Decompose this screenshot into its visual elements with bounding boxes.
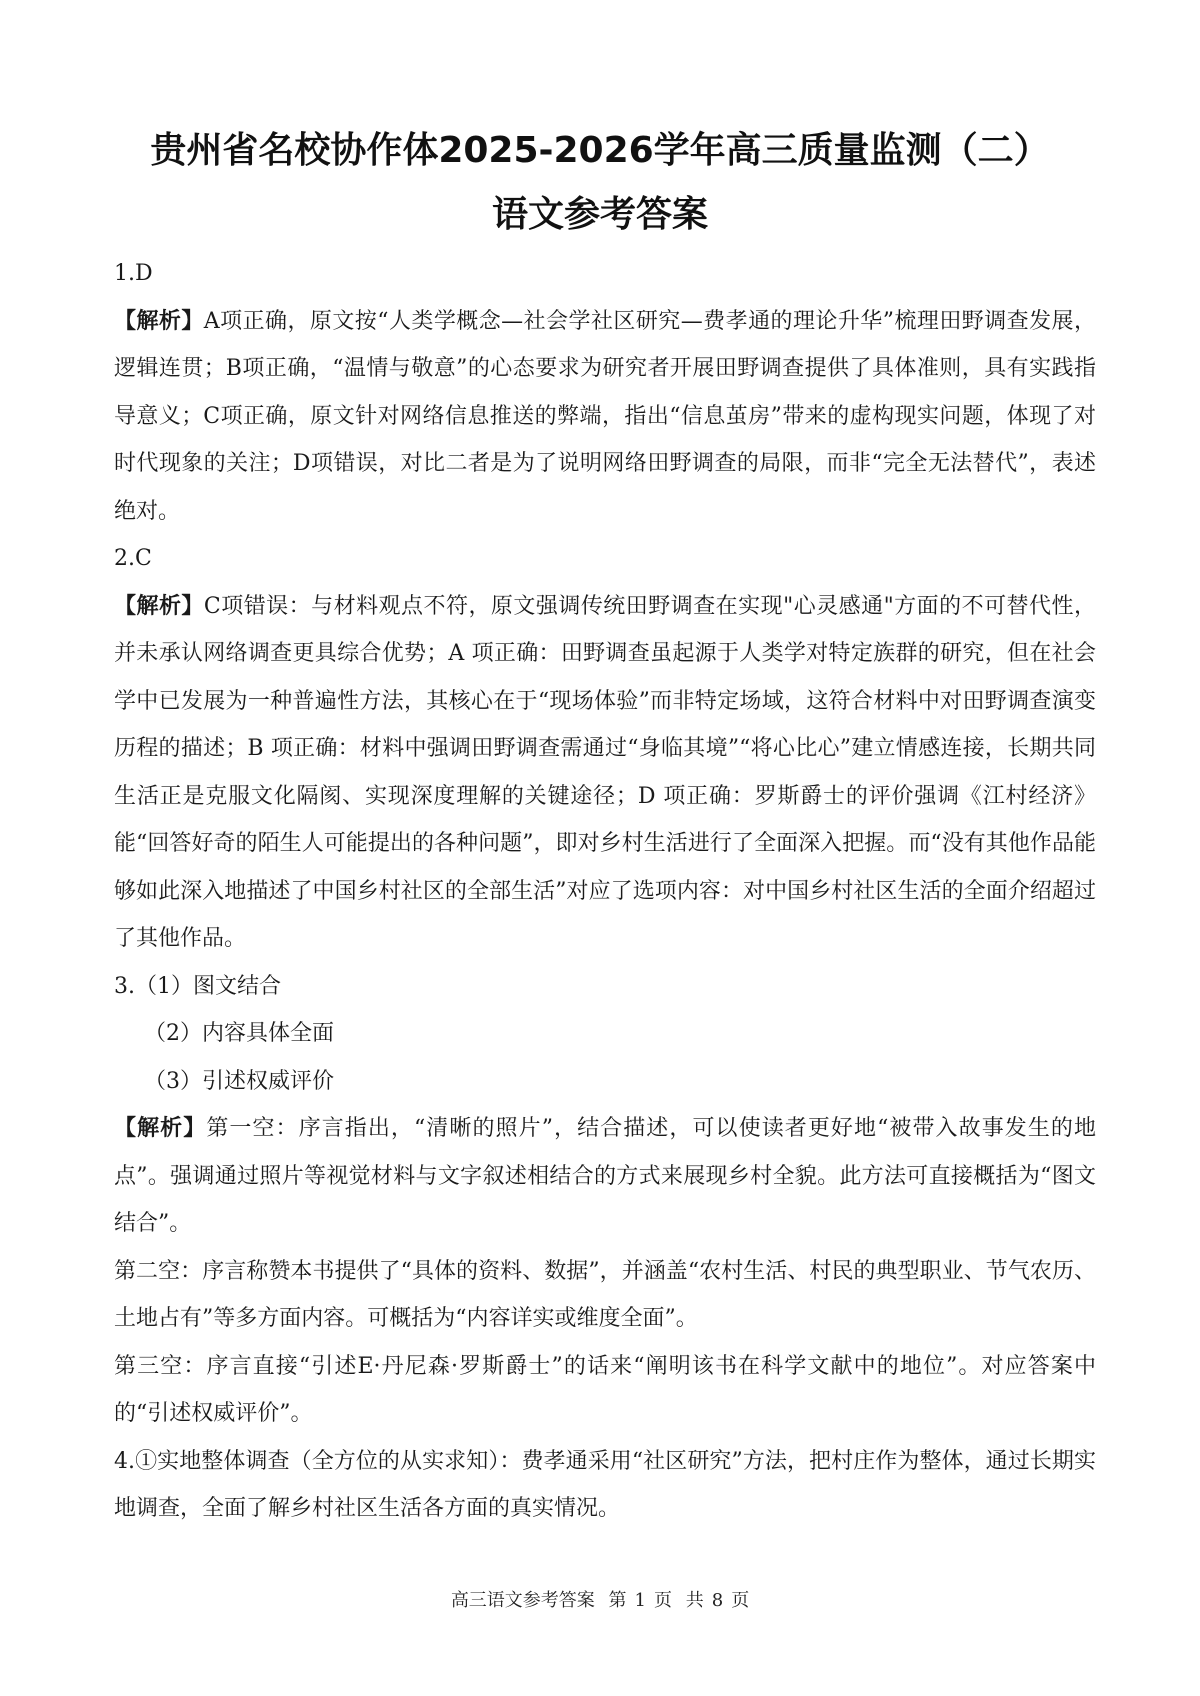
q3-analysis-text-1: 第一空：序言指出，“清晰的照片”，结合描述，可以使读者更好地“被带入故事发生的地点”。强调通过照片等视觉材料与文字叙述相结合的方式来展现乡村全貌。此方法可直接概括为“图文结合”。 — [114, 1116, 1096, 1236]
q1-analysis — [114, 298, 1096, 536]
q3-analysis-tag: 【解析】 — [114, 1115, 207, 1141]
q1-analysis-tag: 【解析】 — [114, 307, 204, 334]
document-subtitle: 语文参考答案 — [491, 194, 708, 235]
q3-analysis — [114, 1105, 1096, 1248]
footer-total-prefix: 共 — [685, 1590, 704, 1611]
q2-analysis-tag: 【解析】 — [114, 592, 204, 619]
footer-total-suffix: 页 — [731, 1590, 750, 1611]
footer-total-number: 8 — [711, 1590, 724, 1611]
footer-label: 高三语文参考答案 — [450, 1590, 595, 1611]
q3-answer-3: （3）引述权威评价 — [144, 1068, 334, 1094]
q2-analysis — [114, 583, 1096, 963]
q3-analysis-text-3: 第三空：序言直接“引述E·丹尼森·罗斯爵士”的话来“阐明该书在科学文献中的地位”。对应答案中的“引述权威评价”。 — [114, 1353, 1096, 1426]
answer-content — [114, 250, 1096, 1533]
q2-answer: 2.C — [114, 546, 152, 571]
q3-answer-1: 3.（1）图文结合 — [114, 973, 281, 999]
q1-analysis-text: A项正确，原文按“人类学概念—社会学社区研究—费孝通的理论升华”梳理田野调查发展，逻辑连贯；B项正确，“温情与敬意”的心态要求为研究者开展田野调查提供了具体准则，具有实践指导意义；C项正确，原文针对网络信息推送的弊端，指出“信息茧房”带来的虚构现实问题，体现了对时代现象的关注；D项错误，对比二者是为了说明网络田野调查的局限，而非“完全无法替代”，表述绝对。 — [114, 308, 1096, 524]
q2-analysis-text: C项错误：与材料观点不符，原文强调传统田野调查在实现"心灵感通"方面的不可替代性，并未承认网络调查更具综合优势；A 项正确：田野调查虽起源于人类学对特定族群的研究，但在社会学中已发展为一种普遍性方法，其核心在于“现场体验”而非特定场域，这符合材料中对田野调查演变历程的描述；B 项正确：材料中强调田野调查需通过“身临其境”“将心比心”建立情感连接，长期共同生活正是克服文化隔阂、实现深度理解的关键途径；D 项正确：罗斯爵士的评价强调《江村经济》能“回答好奇的陌生人可能提出的各种问题”，即对乡村生活进行了全面深入把握。而“没有其他作品能够如此深入地描述了中国乡村社区的全部生活”对应了选项内容：对中国乡村社区生活的全面介绍超过了其他作品。 — [114, 593, 1096, 951]
q3-answer-2: （2）内容具体全面 — [144, 1021, 334, 1046]
footer-page-mid: 页 — [654, 1590, 672, 1611]
document-title: 贵州省名校协作体2025-2026学年高三质量监测（二） — [150, 130, 1050, 171]
page-footer — [0, 1586, 1200, 1612]
q1-answer: 1.D — [114, 261, 153, 286]
q4-answer: 4.①实地整体调查（全方位的从实求知）：费孝通采用“社区研究”方法，把村庄作为整体，通过长期实地调查，全面了解乡村社区生活各方面的真实情况。 — [114, 1448, 1096, 1521]
q3-analysis-text-2: 第二空：序言称赞本书提供了“具体的资料、数据”，并涵盖“农村生活、村民的典型职业、节气农历、土地占有”等多方面内容。可概括为“内容详实或维度全面”。 — [114, 1258, 1096, 1331]
footer-page-number: 1 — [634, 1590, 646, 1611]
footer-page-prefix: 第 — [608, 1590, 627, 1611]
